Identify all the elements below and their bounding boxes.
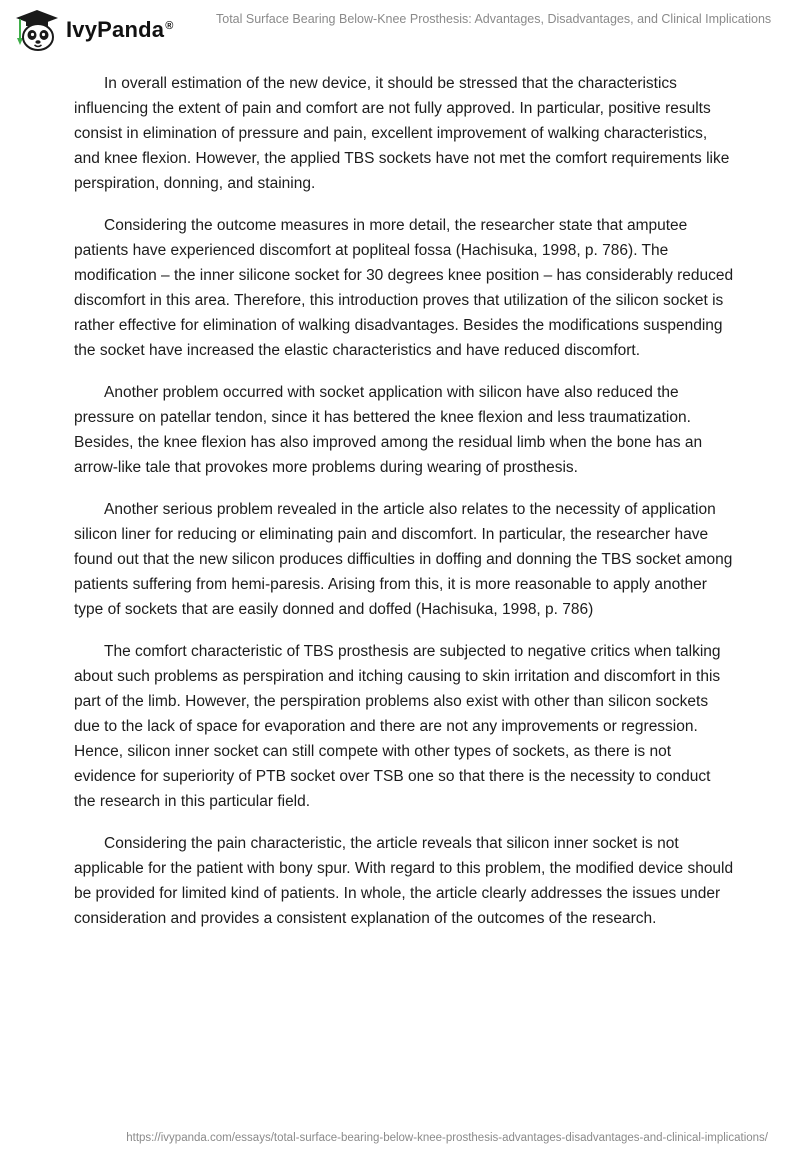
ivypanda-logo[interactable]	[14, 8, 214, 52]
paragraph: In overall estimation of the new device, it should be stressed that the characteristics influencing the extent of pain and comfort are not fully approved. In particular, positive results consist in elimination of pressure and pain, excellent improvement of walking characteristics, and knee flexion. However, the applied TBS sockets have not met the comfort requirements like perspiration, donning, and staining.	[74, 75, 730, 192]
paragraph: Another problem occurred with socket application with silicon have also reduced the pressure on patellar tendon, since it has bettered the knee flexion and less traumatization. Besides, the knee flexion has also improved among the residual limb when the bone has an arrow-like tale that provokes more problems during wearing of prosthesis.	[74, 384, 703, 476]
source-url[interactable]: https://ivypanda.com/essays/total-surface-bearing-below-knee-prosthesis-advantages-disadvantages-and-clinical-implications/	[126, 1132, 768, 1144]
page-header	[0, 0, 800, 60]
logo-wordmark	[66, 17, 174, 43]
paragraph: Considering the outcome measures in more detail, the researcher state that amputee patients have experienced discomfort at popliteal fossa (Hachisuka, 1998, p. 786). The modification – the inner silicone socket for 30 degrees knee position – has considerably reduced discomfort in this area. Therefore, this introduction proves that utilization of the silicon socket is rather effective for elimination of walking disadvantages. Besides the modifications suspending the socket have increased the elastic characteristics and have reduced discomfort.	[74, 217, 734, 359]
registered-mark: ®	[165, 19, 174, 32]
paragraph: Another serious problem revealed in the article also relates to the necessity of application silicon liner for reducing or eliminating pain and discomfort. In particular, the researcher have found out that the new silicon produces difficulties in doffing and donning the TBS socket among patients suffering from hemi-paresis. Arising from this, it is more reasonable to apply another type of sockets that are easily donned and doffed (Hachisuka, 1998, p. 786)	[74, 501, 733, 618]
paragraph: Considering the pain characteristic, the article reveals that silicon inner socket is not applicable for the patient with bony spur. With regard to this problem, the modified device should be provided for limited kind of patients. In whole, the article clearly addresses the issues under consideration and provides a consistent explanation of the outcomes of the research.	[74, 835, 734, 927]
logo-wordmark-text: IvyPanda	[66, 17, 165, 42]
paragraph: The comfort characteristic of TBS prosthesis are subjected to negative critics when talking about such problems as perspiration and itching causing to skin irritation and discomfort in this part of the limb. However, the perspiration problems also exist with other than silicon sockets due to the lack of space for evaporation and there are not any improvements or regression. Hence, silicon inner socket can still compete with other types of sockets, as there is not evidence for superiority of PTB socket over TSB one so that there is the necessity to conduct the research in this particular field.	[74, 643, 721, 810]
panda-graduate-icon	[14, 8, 60, 52]
document-title: Total Surface Bearing Below-Knee Prosthesis: Advantages, Disadvantages, and Clinical Implications	[216, 12, 772, 26]
essay-body	[74, 71, 734, 948]
